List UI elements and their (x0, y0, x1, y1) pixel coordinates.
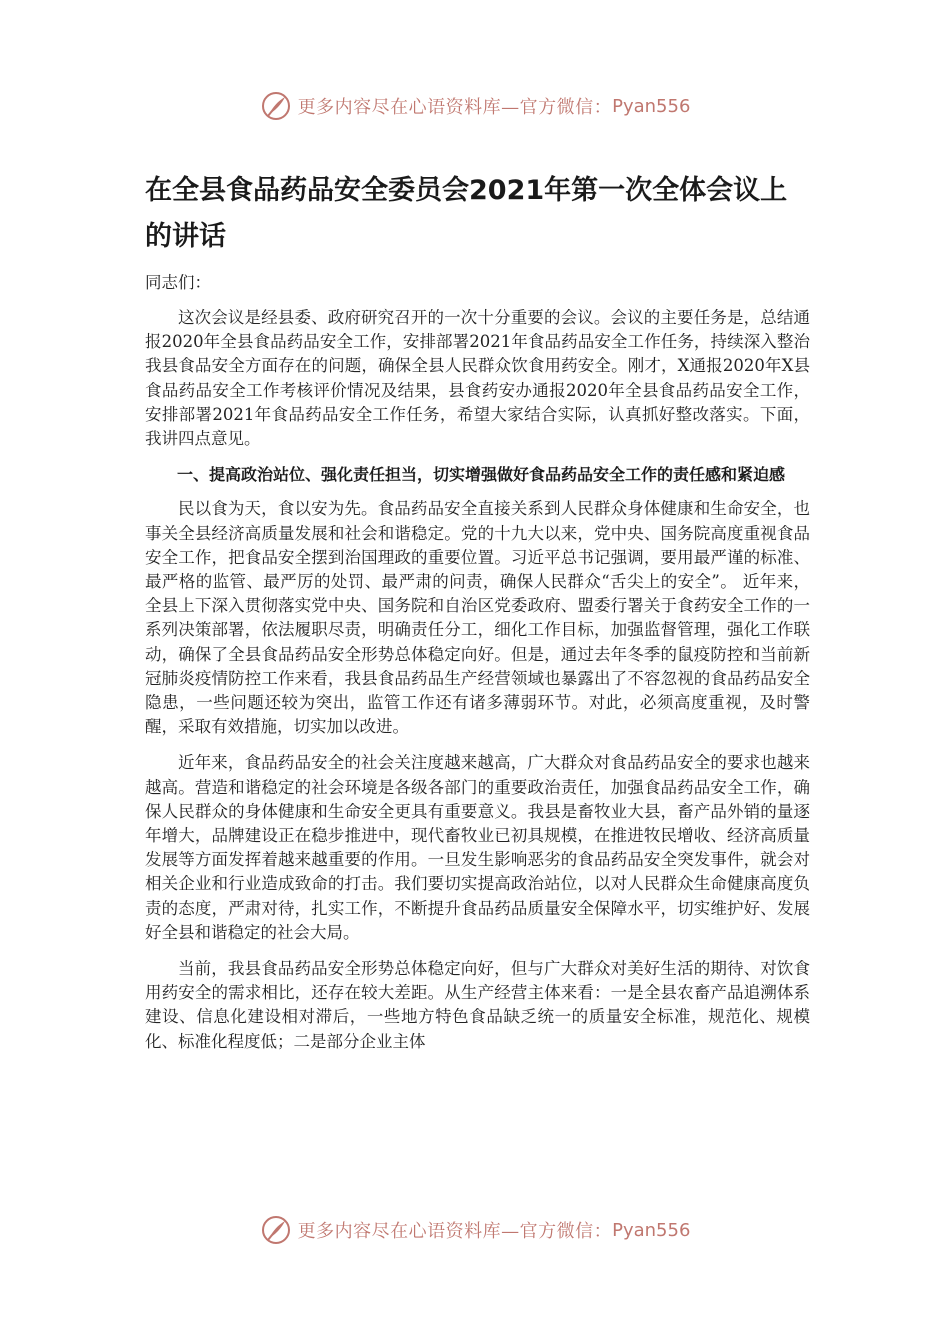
paragraph-intro: 这次会议是经县委、政府研究召开的一次十分重要的会议。会议的主要任务是，总结通报2020年全县食品药品安全工作，安排部署2021年食品药品安全工作任务，持续深入整治我县食品安全方面存在的问题，确保全县人民群众饮食用药安全。刚才，X通报2020年X县食品药品安全工作考核评价情况及结果，县食药安办通报2020年全县食品药品安全工作，安排部署2021年食品药品安全工作任务，希望大家结合实际，认真抓好整改落实。下面，我讲四点意见。 (145, 308, 810, 449)
watermark-text: 更多内容尽在心语资料库—官方微信： (297, 1221, 613, 1242)
paragraph-2: 近年来，食品药品安全的社会关注度越来越高，广大群众对食品药品安全的要求也越来越高。营造和谐稳定的社会环境是各级各部门的重要政治责任，加强食品药品安全工作，确保人民群众的身体健康和生命安全更具有重要意义。我县是畜牧业大县，畜产品外销的量逐年增大，品牌建设正在稳步推进中，现代畜牧业已初具规模，在推进牧民增收、经济高质量发展等方面发挥着越来越重要的作用。一旦发生影响恶劣的食品药品安全突发事件，就会对相关企业和行业造成致命的打击。我们要切实提高政治站位，以对人民群众生命健康高度负责的态度，严肃对待，扎实工作，不断提升食品药品质量安全保障水平，切实维护好、发展好全县和谐稳定的社会大局。 (145, 753, 810, 942)
watermark-text: 更多内容尽在心语资料库—官方微信： (297, 97, 613, 118)
watermark-wechat-id: Pyan556 (612, 95, 691, 117)
watermark-wechat-id: Pyan556 (612, 1219, 691, 1241)
paragraph-1: 民以食为天，食以安为先。食品药品安全直接关系到人民群众身体健康和生命安全，也事关全县经济高质量发展和社会和谐稳定。党的十九大以来，党中央、国务院高度重视食品安全工作，把食品安全摆到治国理政的重要位置。习近平总书记强调，要用最严谨的标准、最严格的监管、最严厉的处罚、最严肃的问责，确保人民群众“舌尖上的安全”。 近年来，全县上下深入贯彻落实党中央、国务院和自治区党委政府、盟委行署关于食药安全工作的一系列决策部署，依法履职尽责，明确责任分工，细化工作目标，加强监督管理，强化工作联动，确保了全县食品药品安全形势总体稳定向好。但是，通过去年冬季的鼠疫防控和当前新冠肺炎疫情防控工作来看，我县食品药品生产经营领域也暴露出了不容忽视的食品药品安全隐患，一些问题还较为突出，监管工作还有诸多薄弱环节。对此，必须高度重视，及时警醒，采取有效措施，切实加以改进。 (145, 499, 810, 737)
salutation: 同志们： (145, 273, 211, 292)
quill-logo-icon (260, 1214, 292, 1246)
section-heading-1: 一、提高政治站位、强化责任担当，切实增强做好食品药品安全工作的责任感和紧迫感 (177, 465, 786, 485)
document-title: 在全县食品药品安全委员会2021年第一次全体会议上的讲话 (145, 175, 788, 252)
paragraph-3: 当前，我县食品药品安全形势总体稳定向好，但与广大群众对美好生活的期待、对饮食用药安全的需求相比，还存在较大差距。从生产经营主体来看：一是全县农畜产品追溯体系建设、信息化建设相对滞后，一些地方特色食品缺乏统一的质量安全标准，规范化、规模化、标准化程度低；二是部分企业主体 (145, 959, 810, 1051)
document-body (145, 168, 810, 1066)
bottom-watermark-banner (0, 1210, 950, 1250)
quill-logo-icon (260, 90, 292, 122)
top-watermark-banner (0, 86, 950, 126)
